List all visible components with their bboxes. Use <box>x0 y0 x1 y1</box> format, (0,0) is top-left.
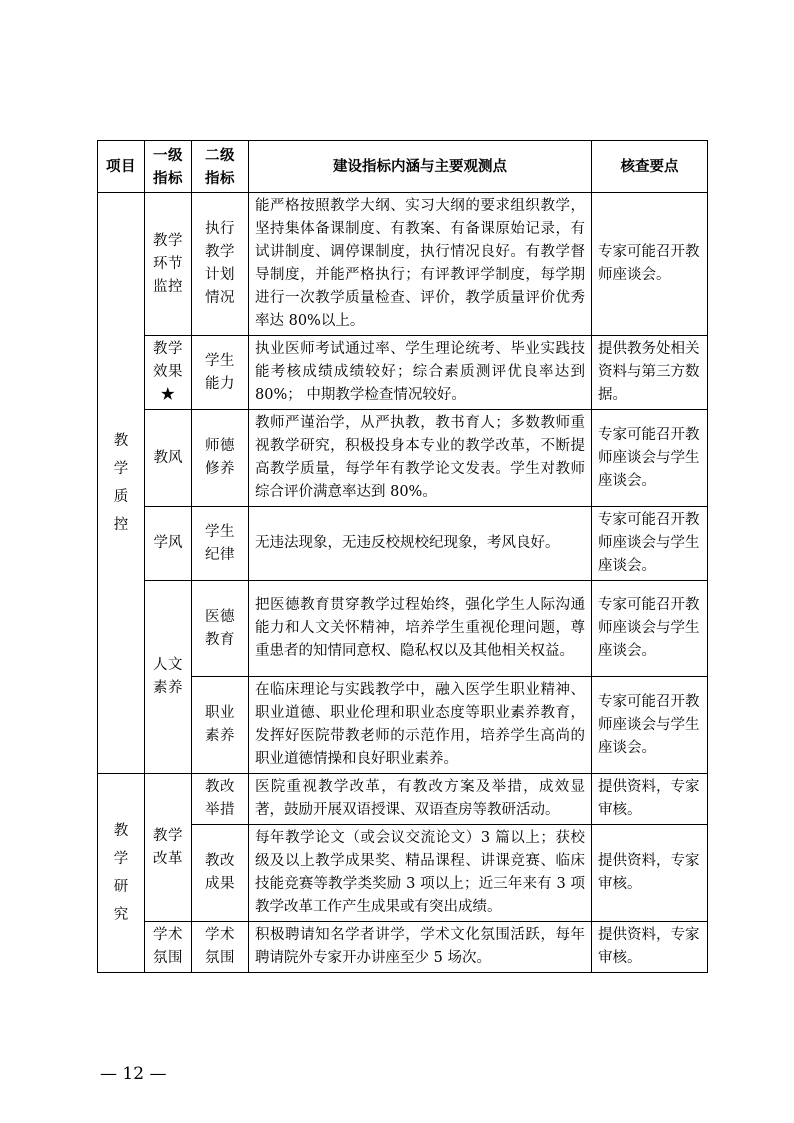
header-check: 核查要点 <box>592 141 708 193</box>
check-cell: 专家可能召开教师座谈会与学生座谈会。 <box>592 410 708 507</box>
check-cell: 提供资料，专家审核。 <box>592 774 708 825</box>
table-row <box>98 336 708 410</box>
header-content: 建设指标内涵与主要观测点 <box>249 141 592 193</box>
indicator-table <box>97 140 708 973</box>
level1-cell: 学术氛围 <box>145 922 192 973</box>
content-cell: 无违法现象，无违反校规校纪现象，考风良好。 <box>249 507 592 581</box>
level1-cell: 学风 <box>145 507 192 581</box>
content-cell: 能严格按照教学大纲、实习大纲的要求组织教学，坚持集体备课制度、有教案、有备课原始记录，有试讲制度、调停课制度，执行情况良好。有教学督导制度，并能严格执行；有评教评学制度，每学期进行一次教学质量检查、评价，教学质量评价优秀率达 80%以上。 <box>249 193 592 336</box>
content-cell: 每年教学论文（或会议交流论文）3 篇以上；获校级及以上教学成果奖、精品课程、讲课竞赛、临床技能竞赛等教学类奖励 3 项以上；近三年来有 3 项教学改革工作产生成果或有突出成绩。 <box>249 825 592 922</box>
header-level2: 二级指标 <box>192 141 249 193</box>
check-cell: 提供教务处相关资料与第三方数据。 <box>592 336 708 410</box>
table-header-row <box>98 141 708 193</box>
level2-cell: 职业素养 <box>192 677 249 774</box>
level2-cell: 学生能力 <box>192 336 249 410</box>
table-row <box>98 410 708 507</box>
content-cell: 把医德教育贯穿教学过程始终，强化学生人际沟通能力和人文关怀精神，培养学生重视伦理问题，尊重患者的知情同意权、隐私权以及其他相关权益。 <box>249 581 592 677</box>
level2-cell: 学生纪律 <box>192 507 249 581</box>
level2-cell: 医德教育 <box>192 581 249 677</box>
header-level1: 一级指标 <box>145 141 192 193</box>
table-row <box>98 581 708 677</box>
level1-cell: 人文素养 <box>145 581 192 774</box>
page-number: — 12 — <box>100 1064 167 1084</box>
project-cell-quality: 教学质控 <box>98 193 145 774</box>
table-row <box>98 193 708 336</box>
level2-cell: 执行教学计划情况 <box>192 193 249 336</box>
content-cell: 积极聘请知名学者讲学，学术文化氛围活跃，每年聘请院外专家开办讲座至少 5 场次。 <box>249 922 592 973</box>
check-cell: 专家可能召开教师座谈会与学生座谈会。 <box>592 581 708 677</box>
check-cell: 专家可能召开教师座谈会。 <box>592 193 708 336</box>
level2-cell: 教改举措 <box>192 774 249 825</box>
level1-cell: 教学改革 <box>145 774 192 922</box>
check-cell: 提供资料，专家审核。 <box>592 922 708 973</box>
table-row <box>98 507 708 581</box>
table-row <box>98 922 708 973</box>
content-cell: 执业医师考试通过率、学生理论统考、毕业实践技能考核成绩成绩较好；综合素质测评优良率达到 80%； 中期教学检查情况较好。 <box>249 336 592 410</box>
content-cell: 教师严谨治学，从严执教，教书育人；多数教师重视教学研究，积极投身本专业的教学改革，不断提高教学质量，每学年有教学论文发表。学生对教师综合评价满意率达到 80%。 <box>249 410 592 507</box>
level1-cell: 教风 <box>145 410 192 507</box>
content-cell: 在临床理论与实践教学中，融入医学生职业精神、职业道德、职业伦理和职业态度等职业素养教育，发挥好医院带教老师的示范作用，培养学生高尚的职业道德情操和良好职业素养。 <box>249 677 592 774</box>
level1-cell: 教学环节监控 <box>145 193 192 336</box>
content-cell: 医院重视教学改革，有教改方案及举措，成效显著，鼓励开展双语授课、双语查房等教研活动。 <box>249 774 592 825</box>
check-cell: 专家可能召开教师座谈会与学生座谈会。 <box>592 677 708 774</box>
table-row <box>98 774 708 825</box>
check-cell: 提供资料，专家审核。 <box>592 825 708 922</box>
header-project: 项目 <box>98 141 145 193</box>
level2-cell: 师德修养 <box>192 410 249 507</box>
check-cell: 专家可能召开教师座谈会与学生座谈会。 <box>592 507 708 581</box>
level2-cell: 教改成果 <box>192 825 249 922</box>
level1-cell: 教学效果★ <box>145 336 192 410</box>
level2-cell: 学术氛围 <box>192 922 249 973</box>
project-cell-research: 教学研究 <box>98 774 145 973</box>
